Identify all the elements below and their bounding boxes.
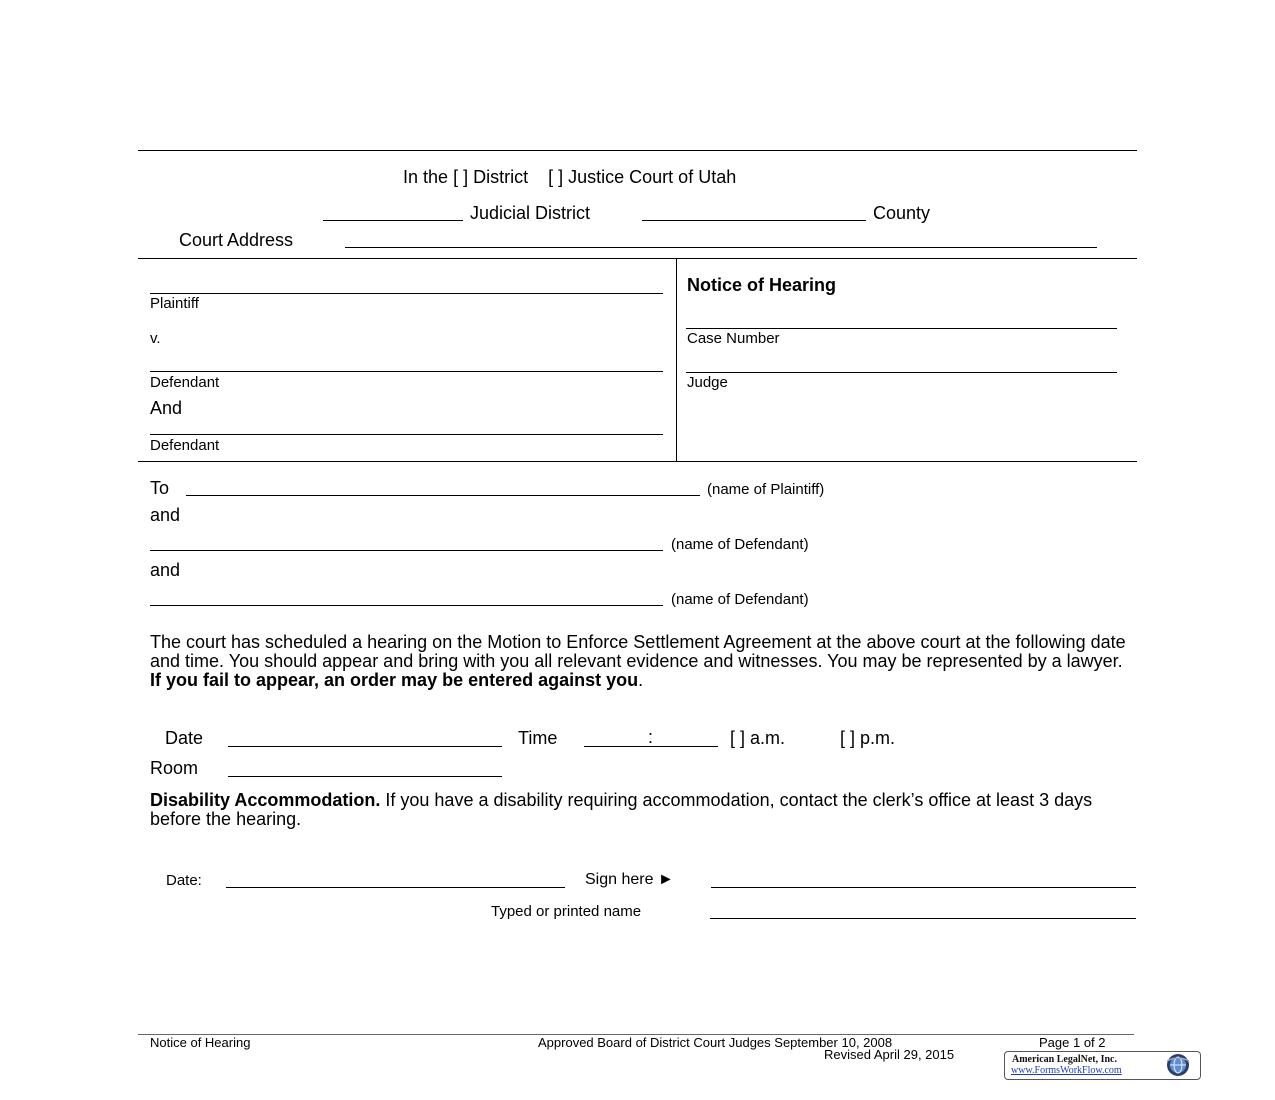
- footer-approved: Approved Board of District Court Judges September 10, 2008: [538, 1035, 893, 1050]
- and-label-1: and: [150, 505, 181, 525]
- to-label: To: [150, 478, 170, 498]
- hearing-notice-paragraph: [150, 633, 1130, 690]
- judicial-district-label: Judicial District: [470, 203, 591, 223]
- caption-bottom-rule: [138, 461, 1137, 462]
- signature-field[interactable]: [711, 887, 1136, 888]
- justice-checkbox[interactable]: [ ]: [548, 167, 564, 187]
- defendant-name-hint-1: (name of Defendant): [671, 536, 809, 553]
- typed-name-label: Typed or printed name: [491, 903, 642, 920]
- judge-label: Judge: [687, 374, 728, 391]
- caption-divider: [676, 258, 677, 461]
- court-type-line: [403, 167, 736, 188]
- document-title: Notice of Hearing: [687, 275, 837, 295]
- footer-page-number: Page 1 of 2: [1039, 1035, 1106, 1050]
- district-checkbox[interactable]: [ ]: [453, 167, 469, 187]
- plaintiff-name-field[interactable]: [186, 495, 700, 496]
- caption-top-rule: [138, 258, 1137, 259]
- district-label: District: [473, 167, 529, 187]
- justice-court-label: Justice Court of Utah: [568, 167, 737, 187]
- footer-form-name: Notice of Hearing: [150, 1035, 251, 1050]
- am-checkbox[interactable]: [ ] a.m.: [730, 728, 786, 748]
- room-label: Room: [150, 758, 199, 778]
- judicial-district-field[interactable]: [323, 220, 463, 221]
- paragraph-end: .: [638, 670, 644, 690]
- disability-text: If you have a disability requiring accommodation, contact the clerk’s office at least 3 days before the hearing.: [150, 790, 1093, 829]
- header-top-rule: [138, 150, 1137, 151]
- typed-name-field[interactable]: [710, 918, 1136, 919]
- footer-revised: Revised April 29, 2015: [824, 1047, 955, 1062]
- judge-field[interactable]: [686, 372, 1117, 373]
- court-address-field[interactable]: [345, 247, 1097, 248]
- and-label-2: and: [150, 560, 181, 580]
- sign-here-label: Sign here ►: [585, 871, 674, 888]
- plaintiff-field[interactable]: [150, 293, 663, 294]
- pm-checkbox[interactable]: [ ] p.m.: [840, 728, 896, 748]
- hearing-date-field[interactable]: [228, 746, 502, 747]
- signature-date-field[interactable]: [226, 887, 565, 888]
- and-label: And: [150, 398, 183, 418]
- defendant-field[interactable]: [150, 371, 663, 372]
- case-number-label: Case Number: [687, 330, 780, 347]
- county-field[interactable]: [642, 220, 866, 221]
- globe-icon: [1161, 1052, 1195, 1078]
- paragraph-text: The court has scheduled a hearing on the Motion to Enforce Settlement Agreement at the above court at the following date and time. You should appear and bring with you all relevant evidence and witnesses. You may be represented by a lawyer.: [150, 632, 1126, 671]
- defendant-label: Defendant: [150, 374, 220, 391]
- paragraph-warning: If you fail to appear, an order may be entered against you: [150, 670, 639, 690]
- defendant2-field[interactable]: [150, 434, 663, 435]
- time-colon: :: [648, 727, 654, 747]
- american-legalnet-logo[interactable]: [1004, 1051, 1201, 1080]
- defendant-name-hint-2: (name of Defendant): [671, 591, 809, 608]
- plaintiff-name-hint: (name of Plaintiff): [707, 481, 825, 498]
- court-line-prefix: In the: [403, 167, 449, 187]
- case-number-field[interactable]: [686, 328, 1117, 329]
- plaintiff-label: Plaintiff: [150, 295, 199, 312]
- hearing-date-label: Date: [165, 728, 204, 748]
- defendant-name-field-1[interactable]: [150, 550, 663, 551]
- disability-heading: Disability Accommodation.: [150, 790, 381, 810]
- defendant-name-field-2[interactable]: [150, 605, 663, 606]
- logo-company: American LegalNet, Inc.: [1012, 1054, 1117, 1065]
- signature-date-label: Date:: [166, 872, 202, 889]
- versus-label: v.: [150, 330, 161, 347]
- county-label: County: [873, 203, 931, 223]
- defendant2-label: Defendant: [150, 437, 220, 454]
- room-field[interactable]: [228, 776, 502, 777]
- disability-paragraph: [150, 791, 1130, 829]
- logo-url[interactable]: www.FormsWorkFlow.com: [1011, 1065, 1122, 1076]
- court-address-label: Court Address: [179, 230, 294, 250]
- hearing-time-label: Time: [518, 728, 558, 748]
